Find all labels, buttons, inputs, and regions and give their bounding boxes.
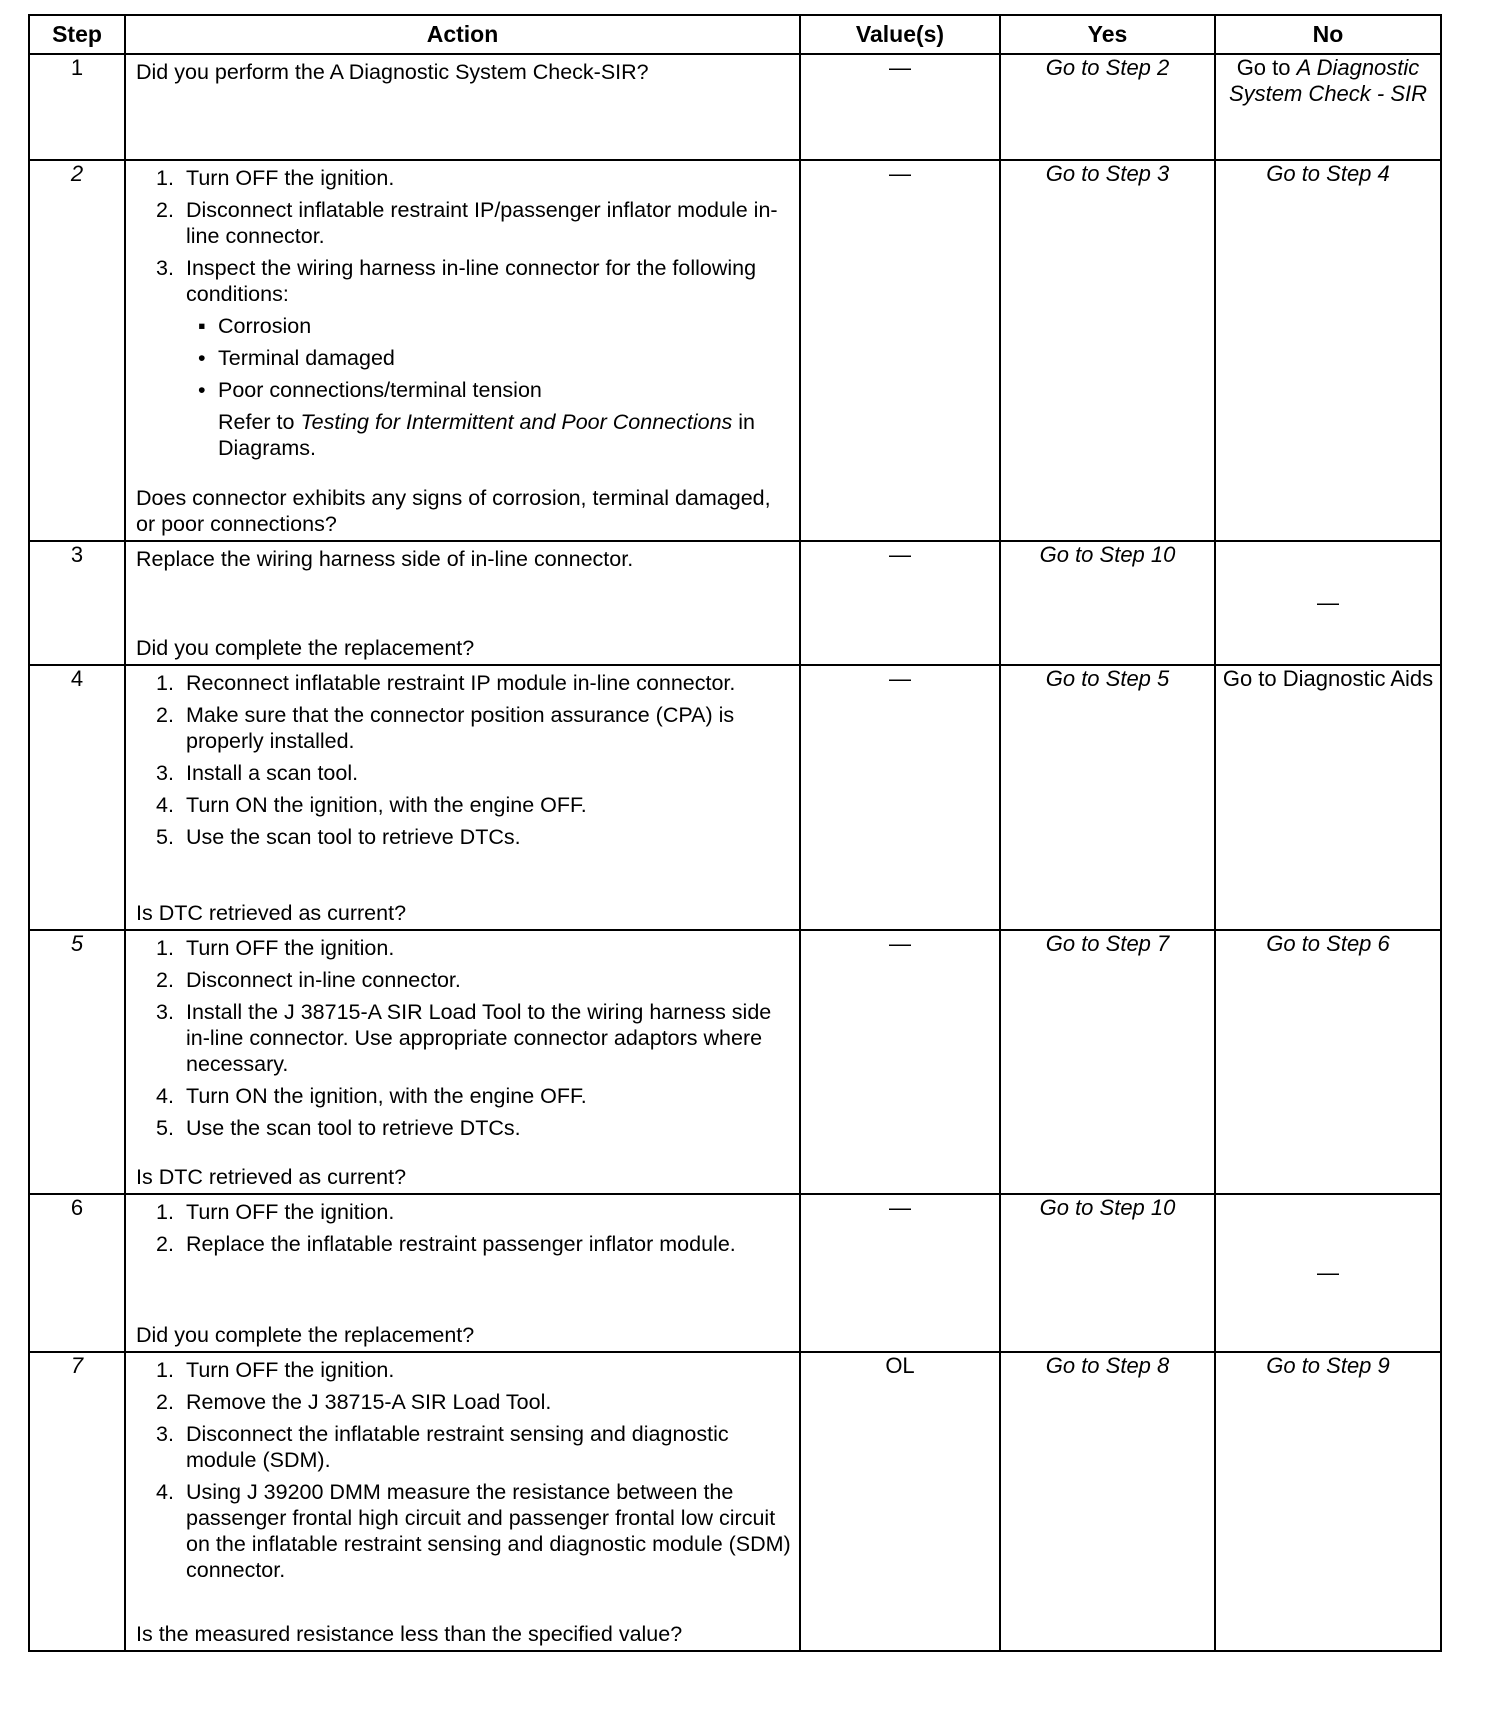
list-item: 3. Disconnect the inflatable restraint sensing and diagnostic module (SDM). xyxy=(156,1422,729,1472)
table-row xyxy=(29,1352,1441,1651)
action-cell xyxy=(125,665,800,930)
list-item: • Poor connections/terminal tension xyxy=(198,378,542,402)
header-yes: Yes xyxy=(1000,15,1215,54)
list-item-text: Terminal damaged xyxy=(218,346,395,370)
list-item-text: Reconnect inflatable restraint IP module in-line connector. xyxy=(186,671,736,695)
refer-note xyxy=(136,409,791,461)
step-number: 3 xyxy=(29,541,125,665)
yes-cell: Go to Step 3 xyxy=(1000,160,1215,541)
action-list xyxy=(136,670,791,856)
action-question: Is DTC retrieved as current? xyxy=(136,1165,407,1189)
action-content xyxy=(126,1353,799,1650)
header-values: Value(s) xyxy=(800,15,1000,54)
action-cell xyxy=(125,160,800,541)
list-item-text: Replace the inflatable restraint passenger inflator module. xyxy=(186,1232,736,1256)
value-cell: — xyxy=(800,665,1000,930)
table-row xyxy=(29,541,1441,665)
list-item-text: Turn ON the ignition, with the engine OFF. xyxy=(186,793,587,817)
list-item: 5. Use the scan tool to retrieve DTCs. xyxy=(156,825,521,849)
list-item: 3. Inspect the wiring harness in-line connector for the following conditions: xyxy=(156,256,757,306)
header-action: Action xyxy=(125,15,800,54)
header-step: Step xyxy=(29,15,125,54)
list-item-text: Make sure that the connector position assurance (CPA) is properly installed. xyxy=(186,703,735,753)
action-list xyxy=(136,1357,791,1589)
list-item-text: Turn OFF the ignition. xyxy=(186,1358,395,1382)
list-item-text: Install the J 38715-A SIR Load Tool to the wiring harness side in-line connector. Use appropriate connector adaptors where necessary. xyxy=(186,1000,772,1076)
refer-link: Testing for Intermittent and Poor Connections xyxy=(300,410,733,434)
list-item: 4. Using J 39200 DMM measure the resistance between the passenger frontal high circuit and passenger frontal low circuit on the inflatable restraint sensing and diagnostic module (SDM) connector. xyxy=(156,1480,791,1582)
list-item: • Terminal damaged xyxy=(198,346,395,370)
yes-cell: Go to Step 2 xyxy=(1000,54,1215,160)
list-item: 2. Remove the J 38715-A SIR Load Tool. xyxy=(156,1390,552,1414)
action-question: Does connector exhibits any signs of corrosion, terminal damaged, or poor connections? xyxy=(136,486,771,536)
list-item-text: Install a scan tool. xyxy=(186,761,359,785)
list-item-text: Disconnect in-line connector. xyxy=(186,968,461,992)
list-item-text: Disconnect the inflatable restraint sensing and diagnostic module (SDM). xyxy=(186,1422,729,1472)
step-number: 1 xyxy=(29,54,125,160)
list-item: 2. Disconnect in-line connector. xyxy=(156,968,461,992)
list-item-text: Turn OFF the ignition. xyxy=(186,166,395,190)
action-content xyxy=(126,161,799,540)
action-question: Is the measured resistance less than the specified value? xyxy=(136,1622,683,1646)
list-item: 1. Turn OFF the ignition. xyxy=(156,1358,395,1382)
list-item: 1. Turn OFF the ignition. xyxy=(156,936,395,960)
yes-cell: Go to Step 10 xyxy=(1000,1194,1215,1352)
step-number: 5 xyxy=(29,930,125,1194)
condition-list xyxy=(136,313,791,403)
action-content xyxy=(126,542,799,664)
no-cell: Go to Step 9 xyxy=(1215,1352,1441,1651)
list-item: 3. Install the J 38715-A SIR Load Tool to the wiring harness side in-line connector. Use appropriate connector adaptors where necessary. xyxy=(156,1000,772,1076)
action-content xyxy=(126,931,799,1193)
value-cell: — xyxy=(800,1194,1000,1352)
list-item-text: Use the scan tool to retrieve DTCs. xyxy=(186,1116,521,1140)
action-cell xyxy=(125,54,800,160)
no-cell: — xyxy=(1215,1194,1441,1352)
value-cell: — xyxy=(800,930,1000,1194)
list-item: 1. Turn OFF the ignition. xyxy=(156,1200,395,1224)
list-item-text: Turn OFF the ignition. xyxy=(186,936,395,960)
action-content xyxy=(126,666,799,929)
step-number: 2 xyxy=(29,160,125,541)
action-question: Is DTC retrieved as current? xyxy=(136,901,407,925)
value-cell: — xyxy=(800,541,1000,665)
step-number: 7 xyxy=(29,1352,125,1651)
list-item: 1. Turn OFF the ignition. xyxy=(156,166,395,190)
action-question: Did you perform the A Diagnostic System Check-SIR? xyxy=(136,60,649,84)
list-item-text: Poor connections/terminal tension xyxy=(218,378,542,402)
header-row xyxy=(29,15,1441,54)
table-row xyxy=(29,930,1441,1194)
action-cell xyxy=(125,1194,800,1352)
list-item-text: Using J 39200 DMM measure the resistance between the passenger frontal high circuit and passenger frontal low circuit on the inflatable restraint sensing and diagnostic module (SDM) connector. xyxy=(186,1480,791,1582)
list-item-text: Disconnect inflatable restraint IP/passenger inflator module in-line connector. xyxy=(186,198,778,248)
action-question: Did you complete the replacement? xyxy=(136,636,475,660)
no-link: A Diagnostic System Check - SIR xyxy=(1228,55,1428,106)
list-item-text: Corrosion xyxy=(218,314,312,338)
action-question: Did you complete the replacement? xyxy=(136,1323,475,1347)
no-cell: Go to Step 6 xyxy=(1215,930,1441,1194)
no-cell: — xyxy=(1215,541,1441,665)
table-row xyxy=(29,1194,1441,1352)
list-item: ▪ Corrosion xyxy=(198,314,312,338)
action-cell xyxy=(125,1352,800,1651)
action-content xyxy=(126,1195,799,1351)
action-list xyxy=(136,165,791,307)
table-row xyxy=(29,160,1441,541)
list-item: 4. Turn ON the ignition, with the engine OFF. xyxy=(156,793,587,817)
list-item: 4. Turn ON the ignition, with the engine OFF. xyxy=(156,1084,587,1108)
value-cell: — xyxy=(800,160,1000,541)
yes-cell: Go to Step 10 xyxy=(1000,541,1215,665)
action-cell xyxy=(125,930,800,1194)
action-list xyxy=(136,1199,791,1263)
action-content xyxy=(126,55,799,159)
diagnostic-table xyxy=(28,14,1442,1652)
value-cell: OL xyxy=(800,1352,1000,1651)
no-cell: Go to Step 4 xyxy=(1215,160,1441,541)
table-row xyxy=(29,54,1441,160)
action-steps xyxy=(136,165,791,469)
list-item: 3. Install a scan tool. xyxy=(156,761,359,785)
list-item: 2. Disconnect inflatable restraint IP/passenger inflator module in-line connector. xyxy=(156,198,778,248)
list-item: 1. Reconnect inflatable restraint IP module in-line connector. xyxy=(156,671,736,695)
list-item-text: Turn ON the ignition, with the engine OFF. xyxy=(186,1084,587,1108)
yes-cell: Go to Step 8 xyxy=(1000,1352,1215,1651)
no-cell: Go to Diagnostic Aids xyxy=(1215,665,1441,930)
action-intro: Replace the wiring harness side of in-line connector. xyxy=(136,547,634,571)
list-item: 2. Replace the inflatable restraint passenger inflator module. xyxy=(156,1232,736,1256)
header-no: No xyxy=(1215,15,1441,54)
step-number: 6 xyxy=(29,1194,125,1352)
list-item-text: Turn OFF the ignition. xyxy=(186,1200,395,1224)
yes-cell: Go to Step 5 xyxy=(1000,665,1215,930)
list-item-text: Inspect the wiring harness in-line connector for the following conditions: xyxy=(186,256,757,306)
no-prefix: Go to xyxy=(1236,55,1297,80)
action-cell xyxy=(125,541,800,665)
action-list xyxy=(136,935,791,1147)
list-item-text: Use the scan tool to retrieve DTCs. xyxy=(186,825,521,849)
table-row xyxy=(29,665,1441,930)
value-cell: — xyxy=(800,54,1000,160)
no-cell xyxy=(1215,54,1441,160)
yes-cell: Go to Step 7 xyxy=(1000,930,1215,1194)
step-number: 4 xyxy=(29,665,125,930)
list-item: 2. Make sure that the connector position assurance (CPA) is properly installed. xyxy=(156,703,735,753)
refer-suffix: in Diagrams. xyxy=(218,410,756,460)
refer-prefix: Refer to xyxy=(218,410,301,434)
list-item: 5. Use the scan tool to retrieve DTCs. xyxy=(156,1116,521,1140)
list-item-text: Remove the J 38715-A SIR Load Tool. xyxy=(186,1390,552,1414)
